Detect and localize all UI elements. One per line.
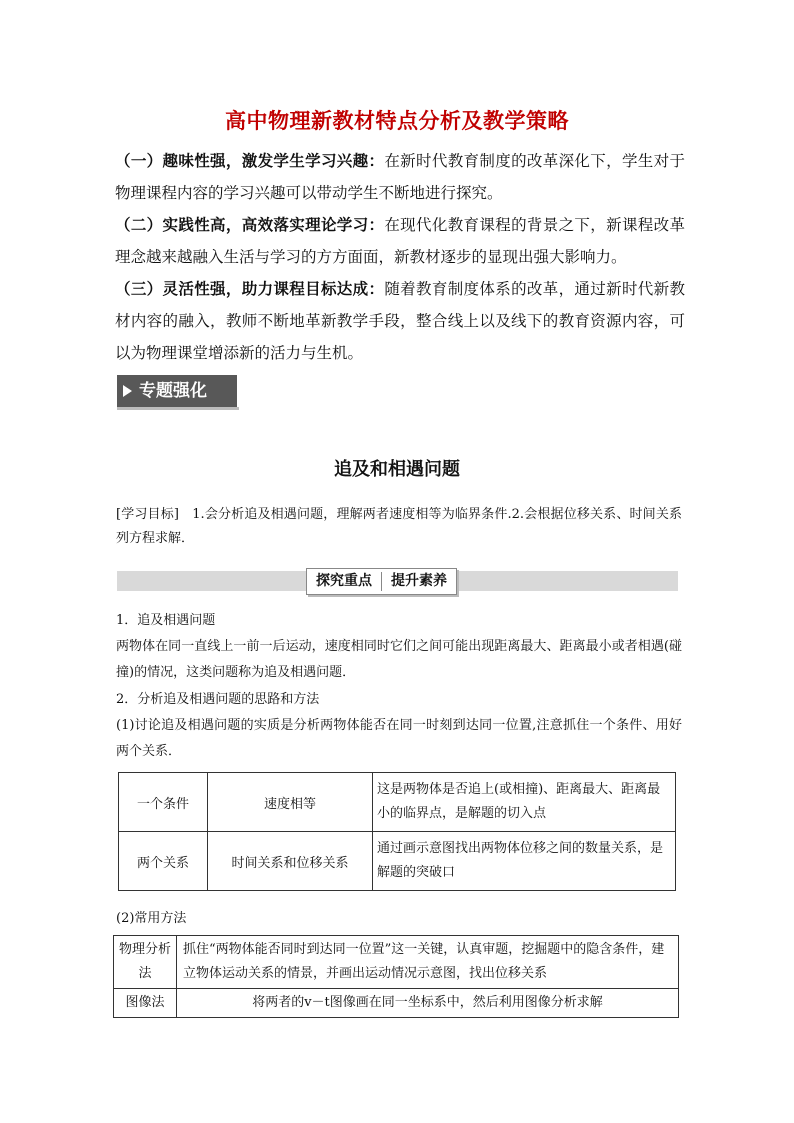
- paragraph-1: 两物体在同一直线上一前一后运动，速度相同时它们之间可能出现距离最大、距离最小或者相遇(碰撞)的情况，这类问题称为追及相遇问题．: [116, 639, 682, 680]
- section-title: 追及和相遇问题: [334, 459, 460, 480]
- strip-label-left: 探究重点: [316, 573, 372, 589]
- condition-table: [118, 772, 676, 891]
- banner-divider: [117, 407, 239, 410]
- feature-text-3: 随着教育制度体系的改革，通过新时代新教材内容的融入，教师不断地革新教学手段，整合线上以及线下的教育资源内容，可以为物理课堂增添新的活力与生机。: [115, 280, 685, 362]
- table-cell: 速度相等: [208, 773, 373, 832]
- table-row: [119, 773, 676, 832]
- feature-heading-2: （二）实践性高，高效落实理论学习：: [115, 215, 385, 234]
- table-cell: 图像法: [114, 989, 177, 1018]
- table-cell: 这是两物体是否追上(或相撞)、距离最大、距离最小的临界点，是解题的切入点: [373, 773, 676, 832]
- table-row: [119, 832, 676, 891]
- heading-2: 2．分析追及相遇问题的思路和方法: [116, 692, 320, 707]
- feature-text-2: 在现代化教育课程的背景之下，新课程改革理念越来越融入生活与学习的方方面面，新教材逐步的显现出强大影响力。: [115, 216, 685, 266]
- method-table: [113, 935, 679, 1018]
- paragraph-2: (1)讨论追及相遇问题的实质是分析两物体能否在同一时刻到达同一位置,注意抓住一个条件、用好两个关系．: [116, 718, 682, 759]
- table-row: [114, 936, 679, 989]
- topic-banner: [117, 375, 237, 407]
- table-cell: 两个关系: [119, 832, 208, 891]
- table-cell: 抓住“两物体能否同时到达同一位置”这一关键，认真审题，挖掘题中的隐含条件，建立物体运动关系的情景，并画出运动情况示意图，找出位移关系: [177, 936, 679, 989]
- feature-heading-1: （一）趣味性强，激发学生学习兴趣：: [115, 151, 385, 170]
- table-cell: 物理分析法: [114, 936, 177, 989]
- feature-paragraph-2: [115, 209, 685, 273]
- strip-label-right: 提升素养: [391, 573, 447, 589]
- table-cell: 时间关系和位移关系: [208, 832, 373, 891]
- table-cell: 通过画示意图找出两物体位移之间的数量关系，是解题的突破口: [373, 832, 676, 891]
- feature-paragraph-1: [115, 145, 685, 209]
- paragraph-3: (2)常用方法: [116, 911, 187, 926]
- feature-heading-3: （三）灵活性强，助力课程目标达成：: [115, 279, 385, 298]
- strip-header: [306, 568, 457, 595]
- learning-goal: [学习目标] 1.会分析追及相遇问题，理解两者速度相等为临界条件.2.会根据位移关系、时间关系列方程求解．: [116, 507, 682, 546]
- table-cell: 将两者的v－t图像画在同一坐标系中，然后利用图像分析求解: [177, 989, 679, 1018]
- table-cell: 一个条件: [119, 773, 208, 832]
- page-title: 高中物理新教材特点分析及教学策略: [225, 109, 569, 133]
- play-arrow-icon: [123, 385, 132, 397]
- feature-paragraph-3: [115, 273, 685, 369]
- table-row: [114, 989, 679, 1018]
- heading-1: 1．追及相遇问题: [116, 613, 216, 628]
- feature-text-1: 在新时代教育制度的改革深化下，学生对于物理课程内容的学习兴趣可以带动学生不断地进行探究。: [115, 152, 685, 202]
- topic-banner-label: 专题强化: [139, 381, 207, 401]
